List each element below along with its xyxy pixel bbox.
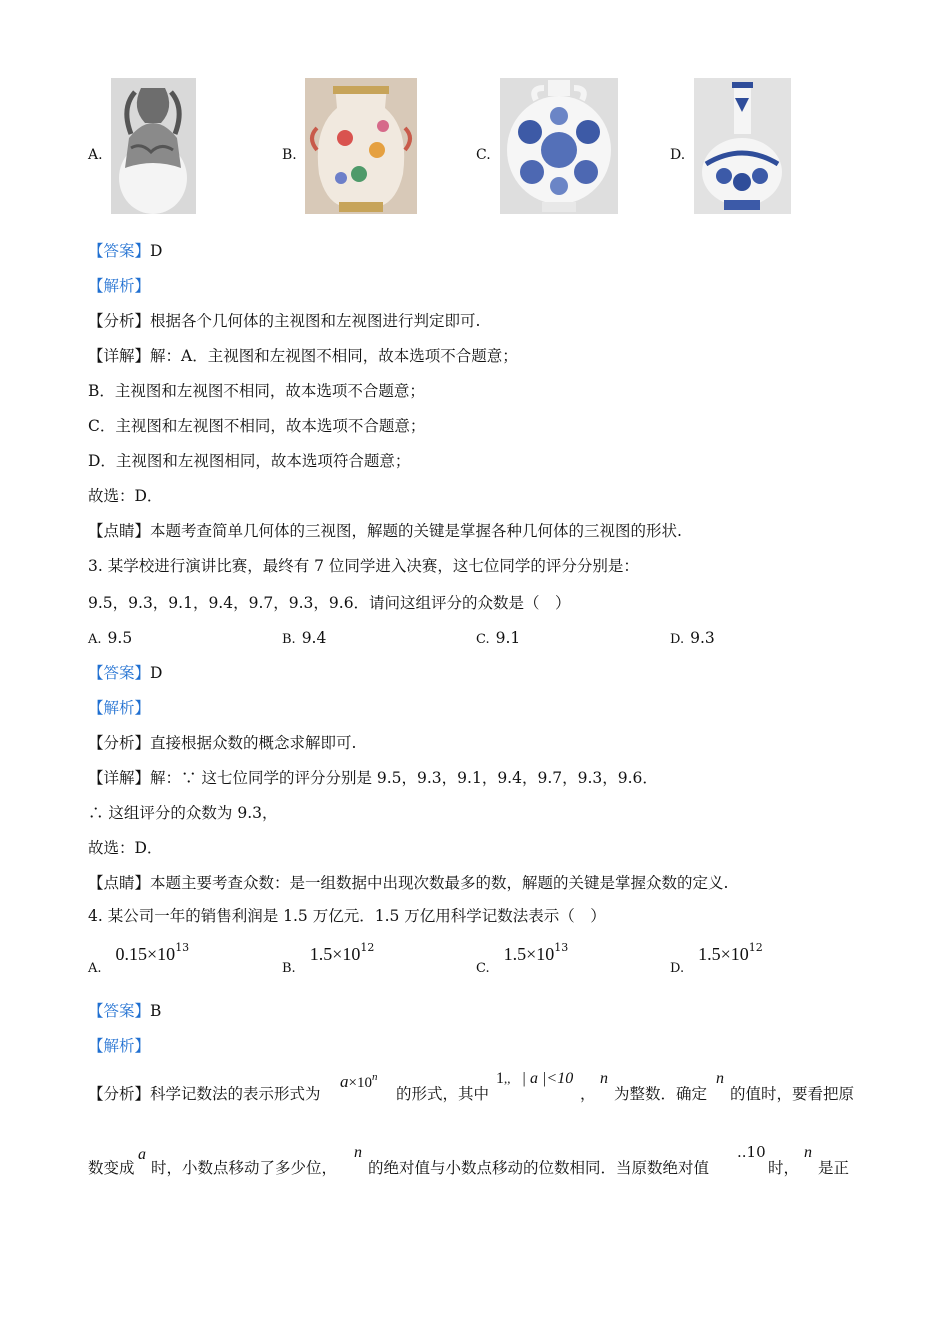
q4-option-a	[88, 941, 190, 976]
q3-dianjing	[88, 873, 728, 893]
q2-xiangjie	[88, 346, 518, 366]
var-n-4: n	[804, 1144, 812, 1161]
q3-analysis-heading	[88, 698, 150, 718]
q3-therefore: ∴ 这组评分的众数为 9.3，	[88, 804, 278, 822]
fenxi-text: 根据各个几何体的主视图和左视图进行判定即可.	[150, 312, 481, 330]
range-abs: | a |<10	[521, 1070, 574, 1087]
option-value: 9.4	[301, 629, 327, 647]
vase-famille-rose-icon	[305, 78, 417, 214]
answer-value: D	[150, 242, 163, 260]
dianjing-text: 本题考查简单几何体的三视图，解题的关键是掌握各种几何体的三视图的形状.	[150, 522, 682, 540]
answer-tag: 【答案】	[88, 242, 151, 260]
q4-line2-text-2: 时，小数点移动了多少位，	[151, 1159, 338, 1177]
analysis-tag: 【解析】	[88, 699, 151, 717]
option-value: 9.1	[495, 629, 521, 647]
option-value: 9.3	[690, 629, 715, 647]
moonflask-blue-white-icon	[500, 78, 618, 214]
q3-answer-line	[88, 663, 162, 683]
option-base: 1.5×10	[309, 944, 361, 964]
q4-option-d	[670, 941, 763, 976]
var-a: a	[138, 1146, 146, 1163]
fenxi-tag: 【分析】	[88, 1085, 151, 1103]
var-n-3: n	[354, 1144, 362, 1161]
q4-line2-text-3: 的绝对值与小数点移动的位数相同．当原数绝对值	[368, 1159, 710, 1177]
var-n-2: n	[716, 1070, 724, 1087]
answer-tag: 【答案】	[88, 664, 151, 682]
formula-a-times-10-n	[340, 1072, 377, 1092]
dianjing-text: 本题主要考查众数：是一组数据中出现次数最多的数，解题的关键是掌握众数的定义.	[150, 874, 729, 892]
q4-answer-line	[88, 1001, 161, 1021]
analysis-tag: 【解析】	[88, 1037, 151, 1055]
q3-stem-2: 9.5，9.3，9.1，9.4，9.7，9.3，9.6．请问这组评分的众数是（ ）	[88, 594, 571, 612]
option-label: C.	[476, 961, 490, 976]
q3-option-c	[476, 628, 520, 650]
option-label: A.	[88, 632, 102, 647]
xiangjie-text: 解：A．主视图和左视图不相同，故本选项不合题意；	[150, 347, 518, 365]
option-base: 1.5×10	[698, 944, 749, 964]
q3-choose: 故选：D．	[88, 839, 163, 857]
q2-fenxi	[88, 311, 480, 331]
q2-dianjing	[88, 521, 682, 541]
q3-xiangjie	[88, 768, 658, 788]
dianjing-tag: 【点睛】	[88, 522, 151, 540]
xiangjie-text: 解：∵ 这七位同学的评分分别是 9.5，9.3，9.1，9.4，9.7，9.3，9.6．	[150, 769, 658, 787]
option-exp: 13	[175, 941, 190, 954]
q2-line-c: C．主视图和左视图不相同，故本选项不合题意；	[88, 417, 426, 435]
xiangjie-tag: 【详解】	[88, 347, 151, 365]
option-label: A.	[88, 961, 102, 976]
formula-n: n	[371, 1071, 378, 1083]
q2-option-a-label: A.	[88, 147, 103, 163]
answer-value: D	[150, 664, 163, 682]
q3-option-b	[282, 628, 326, 650]
q2-option-d-label: D.	[670, 147, 686, 163]
q2-option-c-label: C.	[476, 147, 491, 163]
q2-line-d: D．主视图和左视图相同，故本选项符合题意；	[88, 452, 411, 470]
option-label: B.	[282, 961, 296, 976]
answer-value: B	[150, 1002, 162, 1020]
q4-line2-text-1: 数变成	[88, 1159, 135, 1177]
option-exp: 13	[554, 941, 569, 954]
q2-answer-line	[88, 241, 162, 261]
q2-line-b: B．主视图和左视图不相同，故本选项不合题意；	[88, 382, 425, 400]
q4-fenxi-text-3: 为整数．确定	[614, 1085, 708, 1103]
q4-line2-text-5: 是正	[818, 1159, 850, 1177]
range-le: ,,	[504, 1071, 511, 1086]
fenxi-tag: 【分析】	[88, 734, 151, 752]
q2-analysis-heading	[88, 276, 150, 296]
q3-option-a	[88, 628, 132, 650]
q4-analysis-heading	[88, 1036, 150, 1056]
q3-option-d	[670, 628, 715, 650]
formula-times: ×10	[348, 1075, 372, 1091]
formula-range	[496, 1068, 573, 1088]
fenxi-text: 直接根据众数的概念求解即可.	[150, 734, 357, 752]
formula-a: a	[340, 1072, 349, 1091]
xiangjie-tag: 【详解】	[88, 769, 151, 787]
fenxi-text-1: 科学记数法的表示形式为	[150, 1085, 321, 1103]
option-label: D.	[670, 632, 685, 647]
q4-option-c	[476, 941, 569, 976]
ge-10: ..10	[737, 1143, 766, 1161]
fenxi-tag: 【分析】	[88, 312, 151, 330]
q3-stem-1: 3. 某学校进行演讲比赛，最终有 7 位同学进入决赛，这七位同学的评分分别是：	[88, 557, 639, 575]
option-base: 0.15×10	[115, 944, 176, 964]
q4-option-b	[282, 941, 375, 976]
vase-blue-white-icon	[694, 78, 791, 214]
option-label: C.	[476, 632, 490, 647]
q4-line2-text-4: 时，	[768, 1159, 800, 1177]
analysis-tag: 【解析】	[88, 277, 151, 295]
q4-stem: 4. 某公司一年的销售利润是 1.5 万亿元．1.5 万亿用科学记数法表示（ ）	[88, 907, 606, 925]
dianjing-tag: 【点睛】	[88, 874, 151, 892]
var-n-1: n	[600, 1070, 608, 1087]
answer-tag: 【答案】	[88, 1002, 151, 1020]
option-exp: 12	[748, 941, 763, 954]
comma: ，	[580, 1085, 596, 1103]
option-base: 1.5×10	[503, 944, 555, 964]
range-1: 1	[496, 1070, 504, 1087]
option-label: B.	[282, 632, 296, 647]
option-value: 9.5	[107, 629, 133, 647]
option-label: D.	[670, 961, 685, 976]
option-exp: 12	[360, 941, 375, 954]
q4-fenxi-text-4: 的值时，要看把原	[730, 1085, 855, 1103]
q4-fenxi-line-1	[88, 1084, 321, 1104]
q2-option-b-label: B.	[282, 147, 297, 163]
q4-fenxi-text-2: 的形式，其中	[396, 1085, 490, 1103]
vase-silver-icon	[111, 78, 196, 214]
q2-choose: 故选：D．	[88, 487, 163, 505]
q3-fenxi	[88, 733, 356, 753]
